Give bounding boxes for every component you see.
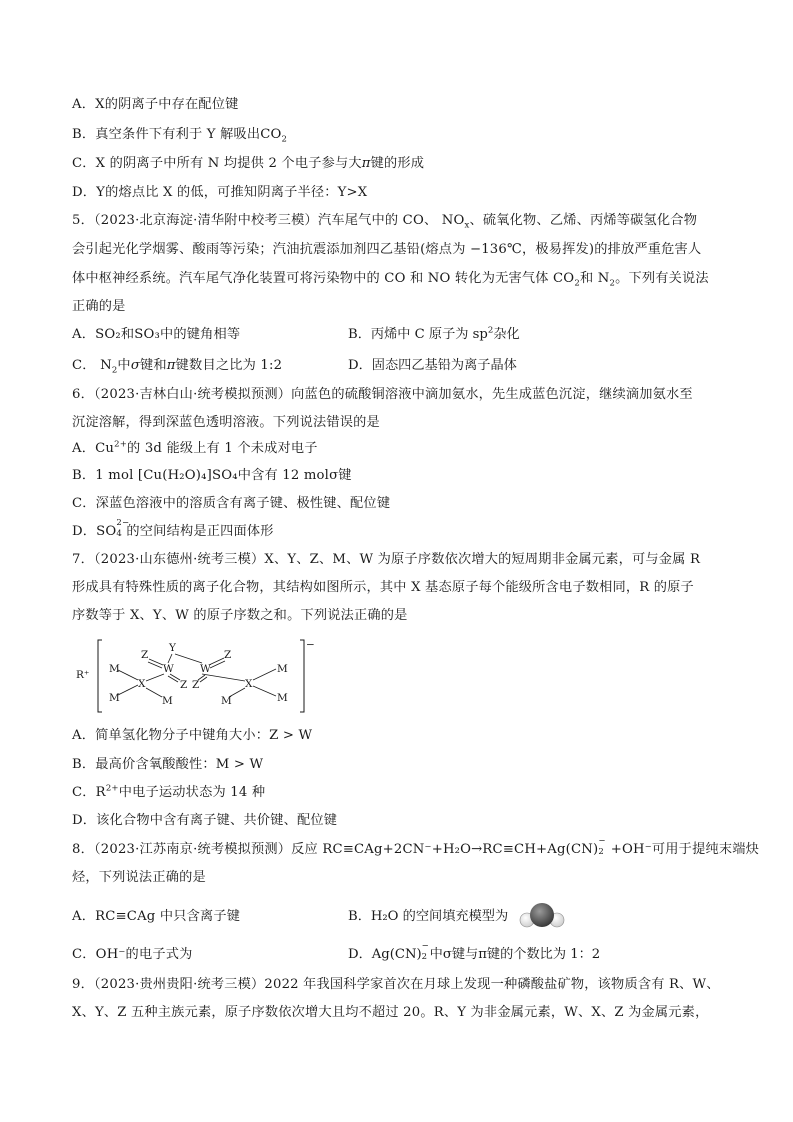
atom-z-1: Z (141, 649, 149, 661)
q6-option-a: A．$Cu^{2+}$的 3d 能级上有 1 个未成对电子 (72, 439, 318, 456)
atom-x-1: X (138, 678, 146, 690)
anion-charge: − (306, 639, 315, 651)
q6-option-d: D．SO 2− 4 的空间结构是正四面体形 (72, 518, 274, 539)
q8-option-d: D．Ag(CN) − 2 中σ键与π键的个数比为 1：2 (348, 941, 601, 962)
q9-stem-line-2: X、Y、Z 五种主族元素，原子序数依次增大且均不超过 20。R、Y 为非金属元素，W、X、Z 为金属元素， (72, 1005, 709, 1020)
q5-option-b: B．丙烯中 C 原子为 $sp^2$杂化 (348, 325, 520, 342)
left-bracket (98, 640, 102, 712)
atom-m-1: M (109, 663, 120, 675)
atom-w-2: W (200, 663, 211, 675)
oxygen-atom (530, 903, 554, 927)
q5-stem-line-4: 正确的是 (72, 299, 126, 314)
q6-stem-line-2: 沉淀溶解，得到深蓝色透明溶液。下列说法错误的是 (72, 415, 380, 430)
q7-stem-line-3: 序数等于 X、Y、W 的原子序数之和。下列说法正确的是 (72, 608, 408, 623)
q8-option-b: B．H₂O 的空间填充模型为 (348, 909, 509, 924)
atom-m-2: M (109, 692, 120, 704)
q8-option-c: C．OH⁻的电子式为 (72, 947, 193, 962)
atom-z-3: Z (180, 679, 188, 691)
atom-w-1: W (163, 663, 174, 675)
q7-option-a: A．简单氢化物分子中键角大小：Z > W (72, 728, 313, 743)
atom-x-2: X (245, 678, 253, 690)
q6-option-b: B．1 mol [Cu(H₂O)₄]SO₄中含有 12 molσ键 (72, 468, 352, 483)
q7-stem-line-1: 7．（2023·山东德州·统考三模）X、Y、Z、M、W 为原子序数依次增大的短周期非金属元素，可与金属 R (72, 552, 701, 567)
q5-option-a: A．SO₂和SO₃中的键角相等 (72, 327, 241, 342)
q7-option-c: C．$R^{2+}$中电子运动状态为 14 种 (72, 783, 266, 800)
q9-stem-line-1: 9．（2023·贵州贵阳·统考三模）2022 年我国科学家首次在月球上发现一种磷酸盐矿物，该物质含有 R、W、 (72, 977, 720, 992)
q4-option-d: D．Y的熔点比 X 的低，可推知阴离子半径：Y>X (72, 185, 368, 200)
q5-option-d: D．固态四乙基铅为离子晶体 (348, 358, 517, 373)
q6-stem-line-1: 6．（2023·吉林白山·统考模拟预测）向蓝色的硫酸铜溶液中滴加氨水，先生成蓝色沉淀，继续滴加氨水至 (72, 387, 693, 402)
q7-structure-diagram (72, 636, 332, 716)
atom-m-3: M (162, 695, 173, 707)
q7-stem-line-2: 形成具有特殊性质的离子化合物，其结构如图所示，其中 X 基态原子每个能级所含电子数相同，R 的原子 (72, 580, 694, 595)
water-space-filling-model (516, 902, 576, 932)
q7-option-b: B．最高价含氧酸酸性：M > W (72, 757, 264, 772)
q7-option-d: D．该化合物中含有离子键、共价键、配位键 (72, 813, 338, 828)
q4-option-b: B．真空条件下有利于 Y 解吸出$CO_2$ (72, 127, 288, 145)
atom-m-5: M (277, 663, 288, 675)
atom-z-4: Z (192, 679, 200, 691)
q5-stem-line-3: 体中枢神经系统。汽车尾气净化装置可将污染物中的 CO 和 NO 转化为无害气体 $CO_2$和 $N_2$。下列有关说法 (72, 271, 709, 289)
q8-option-a: A．RC≡CAg 中只含离子键 (72, 909, 241, 924)
q8-stem-line-1: 8．（2023·江苏南京·统考模拟预测）反应 RC≡CAg+2CN⁻+H₂O→RC≡CH+Ag(CN) − 2 +OH⁻可用于提纯末端炔 (72, 836, 760, 857)
q8-stem-line-2: 烃，下列说法正确的是 (72, 870, 206, 885)
atom-y: Y (169, 642, 176, 654)
cation-label: R⁺ (76, 669, 90, 681)
q5-stem-line-1: 5．（2023·北京海淀·清华附中校考三模）汽车尾气中的 CO、 $NO_x$、硫氧化物、乙烯、丙烯等碳氢化合物 (72, 213, 698, 231)
atom-m-6: M (277, 692, 288, 704)
q5-option-c: C． $N_2$中σ键和π键数目之比为 1:2 (72, 358, 283, 376)
q4-option-a: A．X的阴离子中存在配位键 (72, 97, 239, 112)
right-bracket (300, 640, 304, 712)
q6-option-c: C．深蓝色溶液中的溶质含有离子键、极性键、配位键 (72, 496, 391, 511)
atom-m-4: M (221, 695, 232, 707)
q4-option-c: C．X 的阴离子中所有 N 均提供 2 个电子参与大π键的形成 (72, 156, 425, 171)
q5-stem-line-2: 会引起光化学烟雾、酸雨等污染；汽油抗震添加剂四乙基铅(熔点为 −136℃，极易挥发)的排放严重危害人 (72, 242, 702, 257)
atom-z-2: Z (224, 649, 232, 661)
